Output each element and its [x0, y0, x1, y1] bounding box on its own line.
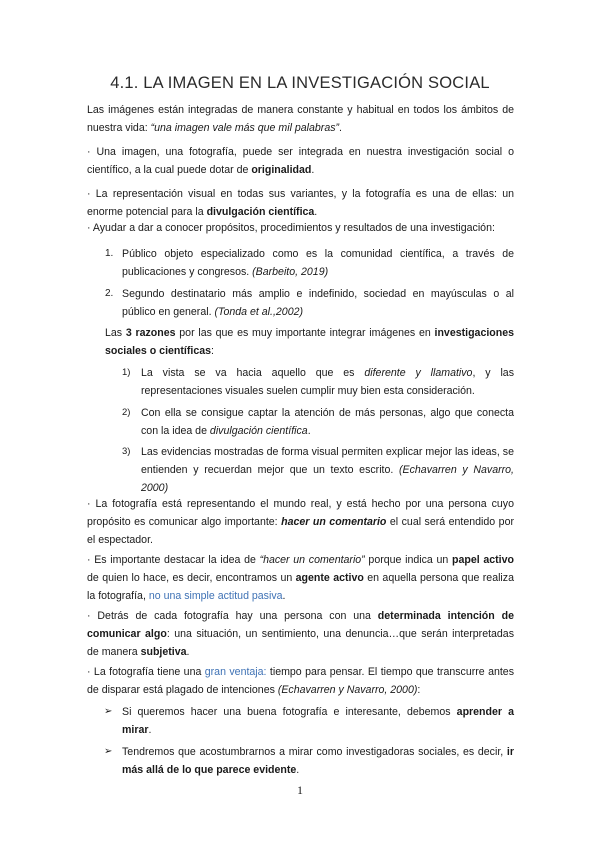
paragraph-active-role: · Es importante destacar la idea de “hacer un comentario” porque indica un papel activo de quien lo hace, es decir, encontramos un agente activo en aquella persona que realiza la fotografía, no una simple actitud pasiva. — [87, 554, 514, 602]
section-title: 4.1. LA IMAGEN EN LA INVESTIGACIÓN SOCIAL — [110, 74, 490, 92]
paragraph-intro: Las imágenes están integradas de manera constante y habitual en todos los ámbitos de nuestra vida: “una imagen vale más que mil palabras”. — [87, 104, 514, 134]
paragraph-originality: · Una imagen, una fotografía, puede ser integrada en nuestra investigación social o científico, a la cual puede dotar de originalidad. — [87, 146, 514, 176]
reason-number: 2) — [122, 407, 131, 418]
list-number: 2. — [105, 288, 114, 299]
list-item: Segundo destinatario más amplio e indefinido, sociedad en mayúsculas o al público en general. (Tonda et al.,2002) — [122, 288, 514, 318]
page-number: 1 — [297, 783, 303, 797]
bullet-item: Tendremos que acostumbrarnos a mirar como investigadoras sociales, es decir, ir más allá de lo que parece evidente. — [122, 746, 514, 776]
reason-item: Con ella se consigue captar la atención de más personas, algo que conecta con la idea de divulgación científica. — [141, 407, 514, 437]
arrow-bullet-icon: ➢ — [104, 746, 113, 757]
paragraph-intention: · Detrás de cada fotografía hay una persona con una determinada intención de comunicar algo: una situación, un sentimiento, una denuncia…que serán interpretadas de manera subjetiva. — [87, 610, 514, 658]
paragraph-purposes: · Ayudar a dar a conocer propósitos, procedimientos y resultados de una investigación: — [87, 222, 495, 234]
reason-number: 1) — [122, 367, 131, 378]
paragraph-real-world: · La fotografía está representando el mundo real, y está hecho por una persona cuyo propósito es comunicar algo importante: hacer un comentario el cual será entendido por el espectador. — [87, 498, 514, 546]
reasons-intro: Las 3 razones por las que es muy importante integrar imágenes en investigaciones sociales o científicas: — [105, 327, 514, 357]
reason-number: 3) — [122, 446, 131, 457]
reason-item: Las evidencias mostradas de forma visual permiten explicar mejor las ideas, se entienden y recuerdan mejor que un texto escrito. (Echavarren y Navarro, 2000) — [141, 446, 514, 494]
paragraph-advantage: · La fotografía tiene una gran ventaja: tiempo para pensar. El tiempo que transcurre antes de disparar está plagado de intenciones (Echavarren y Navarro, 2000): — [87, 666, 514, 696]
bullet-item: Si queremos hacer una buena fotografía e interesante, debemos aprender a mirar. — [122, 706, 514, 736]
list-number: 1. — [105, 248, 114, 259]
reason-item: La vista se va hacia aquello que es diferente y llamativo, y las representaciones visuales suelen cumplir muy bien esta consideración. — [141, 367, 514, 397]
arrow-bullet-icon: ➢ — [104, 706, 113, 717]
paragraph-visual-representation: · La representación visual en todas sus variantes, y la fotografía es una de ellas: un enorme potencial para la divulgación científica. — [87, 188, 514, 218]
list-item: Público objeto especializado como es la comunidad científica, a través de publicaciones y congresos. (Barbeito, 2019) — [122, 248, 514, 278]
